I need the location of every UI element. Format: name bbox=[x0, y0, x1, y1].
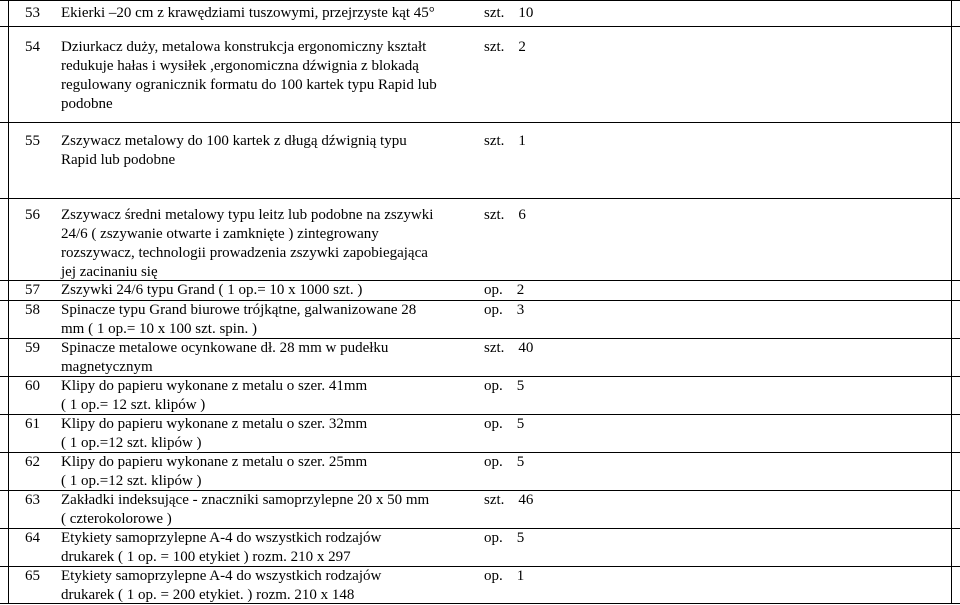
item-number: 62 bbox=[25, 454, 40, 470]
item-description bbox=[61, 301, 476, 339]
item-number: 55 bbox=[25, 133, 40, 149]
item-quantity: 46 bbox=[518, 492, 534, 508]
item-number: 53 bbox=[25, 5, 40, 21]
description-line: Etykiety samoprzylepne A-4 do wszystkich rodzajów bbox=[61, 568, 382, 584]
item-unit-qty bbox=[484, 301, 524, 320]
item-description bbox=[61, 132, 476, 170]
description-line: Klipy do papieru wykonane z metalu o szer. 25mm bbox=[61, 454, 368, 470]
description-line: Zszywki 24/6 typu Grand ( 1 op.= 10 x 1000 szt. ) bbox=[61, 282, 363, 298]
description-line: drukarek ( 1 op. = 200 etykiet. ) rozm. 210 x 148 bbox=[61, 587, 355, 603]
description-line: Zszywacz średni metalowy typu leitz lub podobne na zszywki bbox=[61, 207, 434, 223]
item-description bbox=[61, 567, 476, 605]
item-number: 56 bbox=[25, 207, 40, 223]
description-line: jej zacinaniu się bbox=[61, 264, 158, 280]
description-line: redukuje hałas i wysiłek ,ergonomiczna dźwignia z blokadą bbox=[61, 58, 419, 74]
item-number: 65 bbox=[25, 568, 40, 584]
description-line: Spinacze metalowe ocynkowane dł. 28 mm w pudełku bbox=[61, 340, 389, 356]
item-unit: op. bbox=[484, 302, 503, 318]
item-number: 60 bbox=[25, 378, 40, 394]
item-unit: szt. bbox=[484, 5, 505, 21]
row-divider bbox=[0, 26, 960, 27]
item-number: 59 bbox=[25, 340, 40, 356]
description-line: ( 1 op.= 12 szt. klipów ) bbox=[61, 397, 206, 413]
description-line: 24/6 ( zszywanie otwarte i zamknięte ) zintegrowany bbox=[61, 226, 379, 242]
description-line: Zszywacz metalowy do 100 kartek z długą dźwignią typu bbox=[61, 133, 407, 149]
item-unit: szt. bbox=[484, 39, 505, 55]
item-quantity: 6 bbox=[518, 207, 526, 223]
item-description bbox=[61, 281, 476, 300]
item-quantity: 5 bbox=[516, 378, 525, 394]
item-description bbox=[61, 339, 476, 377]
item-number: 64 bbox=[25, 530, 40, 546]
description-line: regulowany ogranicznik formatu do 100 kartek typu Rapid lub bbox=[61, 77, 437, 93]
description-line: rozszywacz, technologii prowadzenia zszywki zapobiegająca bbox=[61, 245, 428, 261]
item-number: 61 bbox=[25, 416, 40, 432]
item-unit: szt. bbox=[484, 133, 505, 149]
description-line: Klipy do papieru wykonane z metalu o szer. 41mm bbox=[61, 378, 368, 394]
item-unit-qty bbox=[484, 38, 526, 57]
description-line: Ekierki –20 cm z krawędziami tuszowymi, przejrzyste kąt 45° bbox=[61, 5, 435, 21]
description-line: podobne bbox=[61, 96, 113, 112]
table-border-left bbox=[8, 0, 9, 604]
description-line: ( czterokolorowe ) bbox=[61, 511, 172, 527]
item-description bbox=[61, 529, 476, 567]
item-description bbox=[61, 415, 476, 453]
item-unit-qty bbox=[484, 281, 524, 300]
description-line: drukarek ( 1 op. = 100 etykiet ) rozm. 210 x 297 bbox=[61, 549, 351, 565]
item-description bbox=[61, 377, 476, 415]
item-number: 54 bbox=[25, 39, 40, 55]
item-unit-qty bbox=[484, 453, 524, 472]
item-quantity: 2 bbox=[516, 282, 525, 298]
item-unit: op. bbox=[484, 454, 503, 470]
row-divider bbox=[0, 122, 960, 123]
item-quantity: 1 bbox=[516, 568, 525, 584]
item-unit-qty bbox=[484, 132, 526, 151]
item-number: 63 bbox=[25, 492, 40, 508]
description-line: mm ( 1 op.= 10 x 100 szt. spin. ) bbox=[61, 321, 257, 337]
item-unit: szt. bbox=[484, 207, 505, 223]
item-description bbox=[61, 453, 476, 491]
item-quantity: 2 bbox=[518, 39, 526, 55]
item-quantity: 10 bbox=[518, 5, 534, 21]
item-unit: szt. bbox=[484, 492, 505, 508]
item-unit-qty bbox=[484, 529, 524, 548]
description-line: Klipy do papieru wykonane z metalu o szer. 32mm bbox=[61, 416, 368, 432]
item-number: 57 bbox=[25, 282, 40, 298]
description-line: Spinacze typu Grand biurowe trójkątne, galwanizowane 28 bbox=[61, 302, 417, 318]
item-quantity: 1 bbox=[518, 133, 526, 149]
item-description bbox=[61, 4, 476, 23]
table-border-right bbox=[951, 0, 952, 604]
item-unit-qty bbox=[484, 415, 524, 434]
item-description bbox=[61, 38, 476, 114]
item-unit-qty bbox=[484, 567, 524, 586]
item-quantity: 3 bbox=[516, 302, 525, 318]
description-line: Etykiety samoprzylepne A-4 do wszystkich rodzajów bbox=[61, 530, 382, 546]
item-description bbox=[61, 491, 476, 529]
item-unit: op. bbox=[484, 416, 503, 432]
item-quantity: 5 bbox=[516, 530, 525, 546]
row-divider bbox=[0, 0, 960, 1]
item-quantity: 40 bbox=[518, 340, 534, 356]
item-quantity: 5 bbox=[516, 416, 525, 432]
item-unit: op. bbox=[484, 568, 503, 584]
description-line: ( 1 op.=12 szt. klipów ) bbox=[61, 435, 202, 451]
description-line: ( 1 op.=12 szt. klipów ) bbox=[61, 473, 202, 489]
row-divider bbox=[0, 198, 960, 199]
description-line: Zakładki indeksujące - znaczniki samoprzylepne 20 x 50 mm bbox=[61, 492, 430, 508]
item-unit-qty bbox=[484, 491, 533, 510]
item-description bbox=[61, 206, 476, 282]
item-unit-qty bbox=[484, 339, 533, 358]
description-line: magnetycznym bbox=[61, 359, 153, 375]
description-line: Rapid lub podobne bbox=[61, 152, 176, 168]
item-unit: op. bbox=[484, 530, 503, 546]
item-unit: op. bbox=[484, 282, 503, 298]
item-number: 58 bbox=[25, 302, 40, 318]
item-unit: op. bbox=[484, 378, 503, 394]
description-line: Dziurkacz duży, metalowa konstrukcja ergonomiczny kształt bbox=[61, 39, 427, 55]
item-unit-qty bbox=[484, 4, 533, 23]
item-unit: szt. bbox=[484, 340, 505, 356]
item-quantity: 5 bbox=[516, 454, 525, 470]
item-unit-qty bbox=[484, 377, 524, 396]
item-unit-qty bbox=[484, 206, 526, 225]
